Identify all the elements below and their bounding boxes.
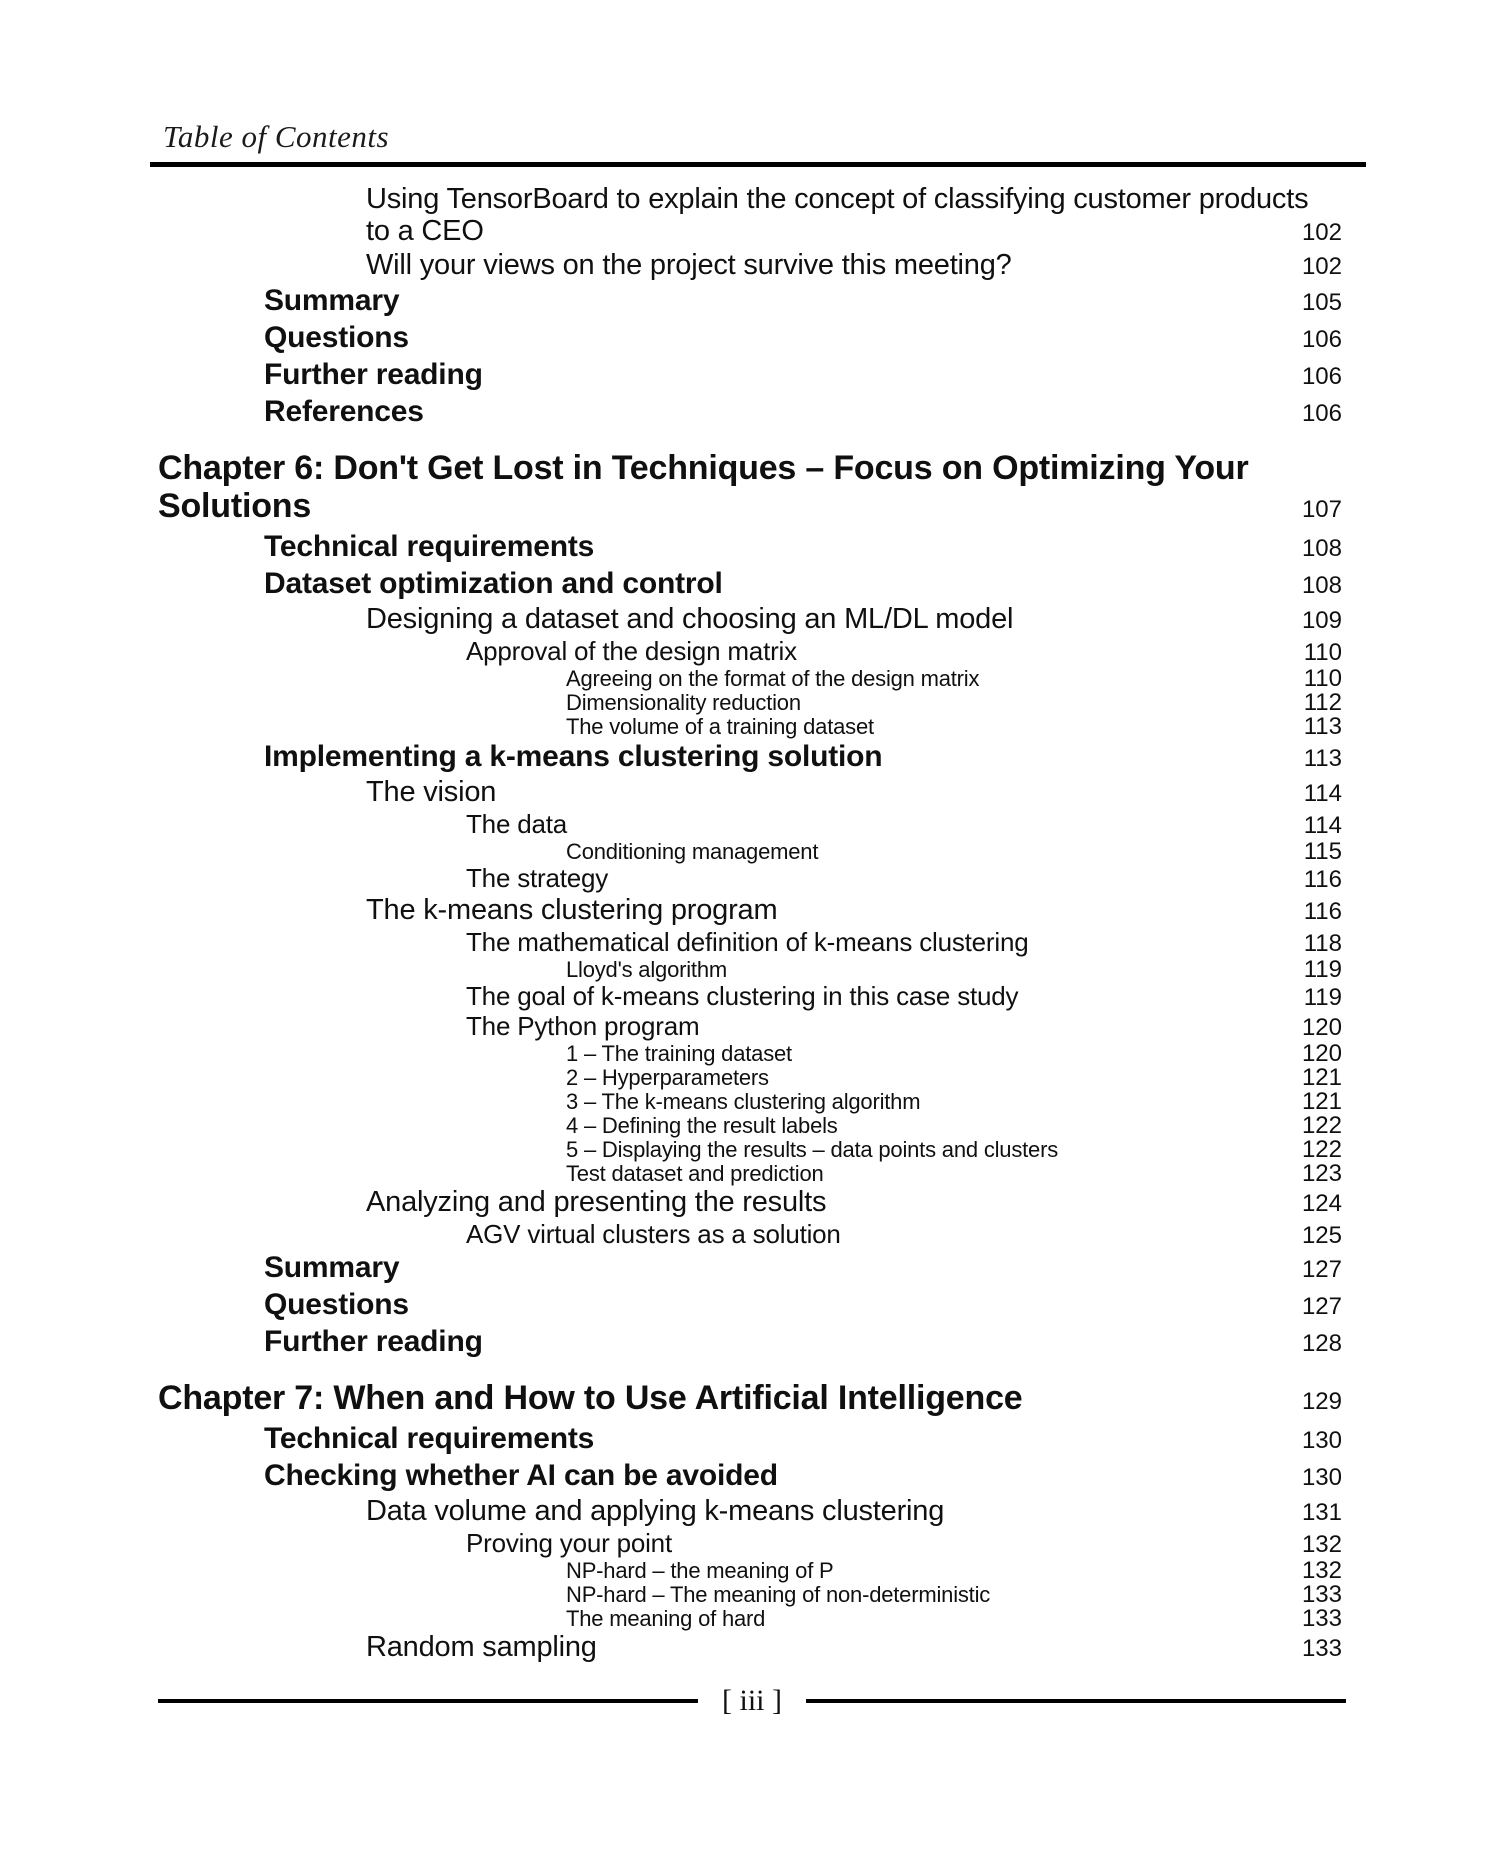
toc-entry-label-line: Chapter 6: Don't Get Lost in Techniques – Focus on Optimizing Your: [158, 449, 1249, 487]
toc-entry: [158, 776, 1342, 810]
toc-entry-page: 102: [1301, 219, 1342, 246]
toc-entry: [158, 637, 1342, 667]
toc-entry: [158, 603, 1342, 637]
toc-entry: [158, 928, 1342, 958]
toc-entry: [158, 357, 1342, 394]
toc-entry: [158, 1162, 1342, 1186]
toc-entry: [158, 958, 1342, 982]
toc-entry: [158, 566, 1342, 603]
toc-entry-label: to a CEO: [366, 215, 484, 247]
toc-entry: [158, 1379, 1342, 1421]
toc-entry-page: 125: [1301, 1222, 1342, 1249]
toc-entry: [158, 183, 1342, 249]
toc-entry-page: 121: [1301, 1088, 1342, 1115]
toc-entry-label: Analyzing and presenting the results: [366, 1186, 827, 1218]
toc-entry-label: The meaning of hard: [566, 1606, 766, 1631]
toc-entry-label: Questions: [264, 1288, 409, 1321]
toc-entry: [158, 1458, 1342, 1495]
toc-entry: [158, 394, 1342, 431]
toc-entry-page: 124: [1301, 1190, 1342, 1217]
toc-entry-page: 131: [1301, 1499, 1342, 1526]
toc-entry-page: 133: [1301, 1635, 1342, 1662]
toc-entry-label: Designing a dataset and choosing an ML/DL model: [366, 603, 1014, 635]
toc-entry-page: 121: [1301, 1064, 1342, 1091]
toc-entry-page: 127: [1301, 1256, 1342, 1283]
toc-entry: [158, 1220, 1342, 1250]
toc-entry: [158, 320, 1342, 357]
toc-entry: [158, 840, 1342, 864]
toc-entry-label: Conditioning management: [566, 839, 819, 864]
toc-entry-page: 118: [1303, 930, 1342, 957]
toc-entry-label: Test dataset and prediction: [566, 1161, 824, 1186]
footer-rule-left: [158, 1699, 698, 1703]
toc-entry: [158, 1138, 1342, 1162]
toc-entry: [158, 1250, 1342, 1287]
toc-entry: [158, 1042, 1342, 1066]
toc-entry-page: 114: [1303, 812, 1342, 839]
toc-entry-label: Lloyd's algorithm: [566, 957, 727, 982]
toc-entry-label: The k-means clustering program: [366, 894, 778, 926]
toc-entry-page: 122: [1301, 1136, 1342, 1163]
toc-entry: [158, 1529, 1342, 1559]
toc-entry-label: Technical requirements: [264, 530, 595, 563]
toc-entry-page: 133: [1301, 1605, 1342, 1632]
toc-entry-label: Will your views on the project survive this meeting?: [366, 249, 1012, 281]
toc-entry-page: 116: [1303, 866, 1342, 893]
toc-entry-page: 133: [1301, 1581, 1342, 1608]
toc-entry-label: 4 – Defining the result labels: [566, 1113, 838, 1138]
toc-entry-page: 128: [1301, 1330, 1342, 1357]
toc-entry-page: 130: [1301, 1464, 1342, 1491]
toc-entry-page: 122: [1301, 1112, 1342, 1139]
toc-entry: [158, 864, 1342, 894]
toc-entry-label: 3 – The k-means clustering algorithm: [566, 1089, 921, 1114]
toc-entry-page: 120: [1301, 1014, 1342, 1041]
toc-entry-label: Random sampling: [366, 1631, 597, 1663]
toc-entry-label: Approval of the design matrix: [466, 636, 797, 666]
toc-entry: [158, 1607, 1342, 1631]
toc-entry: [158, 667, 1342, 691]
toc-entry-page: 119: [1303, 984, 1342, 1011]
toc-entry: [158, 1066, 1342, 1090]
header-rule: [150, 162, 1366, 167]
toc-entry-page: 106: [1301, 363, 1342, 390]
toc-entry: [158, 1012, 1342, 1042]
toc-entry-page: 114: [1303, 780, 1342, 807]
toc-entry-label: The data: [466, 809, 568, 839]
toc-entry-label: Solutions: [158, 487, 312, 525]
toc-entry: [158, 1631, 1342, 1665]
toc-entry-page: 130: [1301, 1427, 1342, 1454]
toc-entry-label: AGV virtual clusters as a solution: [466, 1219, 841, 1249]
toc-entry-page: 132: [1301, 1557, 1342, 1584]
toc-entry: [158, 1421, 1342, 1458]
toc-entry: [158, 982, 1342, 1012]
toc-entry-label: 5 – Displaying the results – data points and clusters: [566, 1137, 1059, 1162]
toc-entry: [158, 1583, 1342, 1607]
toc-entry-label: Chapter 7: When and How to Use Artificial Intelligence: [158, 1379, 1023, 1417]
toc-entry: [158, 1114, 1342, 1138]
toc-entry-label: 2 – Hyperparameters: [566, 1065, 769, 1090]
toc-entry-label: Further reading: [264, 1325, 483, 1358]
toc-entry-page: 107: [1301, 496, 1342, 523]
toc-entry: [158, 529, 1342, 566]
toc-entry-label: NP-hard – The meaning of non-deterministic: [566, 1582, 991, 1607]
toc-entry-label: Questions: [264, 321, 409, 354]
toc-entry-page: 106: [1301, 326, 1342, 353]
toc-entry-label: The vision: [366, 776, 497, 808]
toc-entry-page: 132: [1301, 1531, 1342, 1558]
toc-entry-label: Summary: [264, 284, 400, 317]
toc-entry: [158, 739, 1342, 776]
toc-entry-page: 110: [1303, 665, 1342, 692]
toc-entry-label: Further reading: [264, 358, 483, 391]
toc-entry: [158, 1495, 1342, 1529]
toc-entry-page: 120: [1301, 1040, 1342, 1067]
toc-entry-page: 112: [1303, 689, 1342, 716]
page-number-folio: [ iii ]: [722, 1684, 782, 1717]
toc-entry-label: Proving your point: [466, 1528, 672, 1558]
page-title: Table of Contents: [163, 119, 390, 154]
toc-entry-label: 1 – The training dataset: [566, 1041, 792, 1066]
toc-entry-page: 108: [1301, 572, 1342, 599]
toc-entry-page: 127: [1301, 1293, 1342, 1320]
toc-entry-label: Checking whether AI can be avoided: [264, 1459, 778, 1492]
toc-entry-page: 119: [1303, 956, 1342, 983]
toc-entry-label: References: [264, 395, 424, 428]
toc-entry-page: 129: [1301, 1388, 1342, 1415]
toc-entry-page: 109: [1301, 607, 1342, 634]
toc-entry-label: Dimensionality reduction: [566, 690, 801, 715]
toc-entry: [158, 1090, 1342, 1114]
toc-entry: [158, 691, 1342, 715]
toc-entry-label: The Python program: [466, 1011, 700, 1041]
toc-entry: [158, 894, 1342, 928]
toc-entry: [158, 1186, 1342, 1220]
toc-entry: [158, 810, 1342, 840]
toc-entry-label: Agreeing on the format of the design matrix: [566, 666, 980, 691]
toc-entry-label: The volume of a training dataset: [566, 714, 874, 739]
toc-entry-page: 105: [1301, 289, 1342, 316]
toc-entry-page: 113: [1303, 713, 1342, 740]
toc-entry-label: NP-hard – the meaning of P: [566, 1558, 834, 1583]
toc-entry: [158, 1559, 1342, 1583]
toc-entry: [158, 249, 1342, 283]
toc-entry: [158, 283, 1342, 320]
toc-entry-page: 116: [1303, 898, 1342, 925]
table-of-contents: [158, 183, 1342, 1665]
toc-entry-page: 123: [1301, 1160, 1342, 1187]
toc-entry-label: Implementing a k-means clustering solution: [264, 740, 883, 773]
toc-entry: [158, 449, 1342, 529]
toc-entry-page: 113: [1303, 745, 1342, 772]
toc-entry-page: 110: [1303, 639, 1342, 666]
page-footer: [158, 1686, 1346, 1716]
toc-entry-label: The strategy: [466, 863, 609, 893]
toc-entry: [158, 715, 1342, 739]
toc-entry-page: 102: [1301, 253, 1342, 280]
toc-entry-page: 108: [1301, 535, 1342, 562]
toc-entry: [158, 1324, 1342, 1361]
toc-entry-page: 106: [1301, 400, 1342, 427]
toc-entry-label: The goal of k-means clustering in this case study: [466, 981, 1019, 1011]
toc-entry-label-line: Using TensorBoard to explain the concept of classifying customer products: [366, 183, 1309, 215]
footer-rule-right: [806, 1699, 1346, 1703]
toc-entry-label: Summary: [264, 1251, 400, 1284]
toc-entry-label: Data volume and applying k-means clustering: [366, 1495, 945, 1527]
toc-entry: [158, 1287, 1342, 1324]
toc-entry-label: Technical requirements: [264, 1422, 595, 1455]
toc-entry-label: The mathematical definition of k-means clustering: [466, 927, 1029, 957]
toc-entry-label: Dataset optimization and control: [264, 567, 723, 600]
toc-entry-page: 115: [1303, 838, 1342, 865]
